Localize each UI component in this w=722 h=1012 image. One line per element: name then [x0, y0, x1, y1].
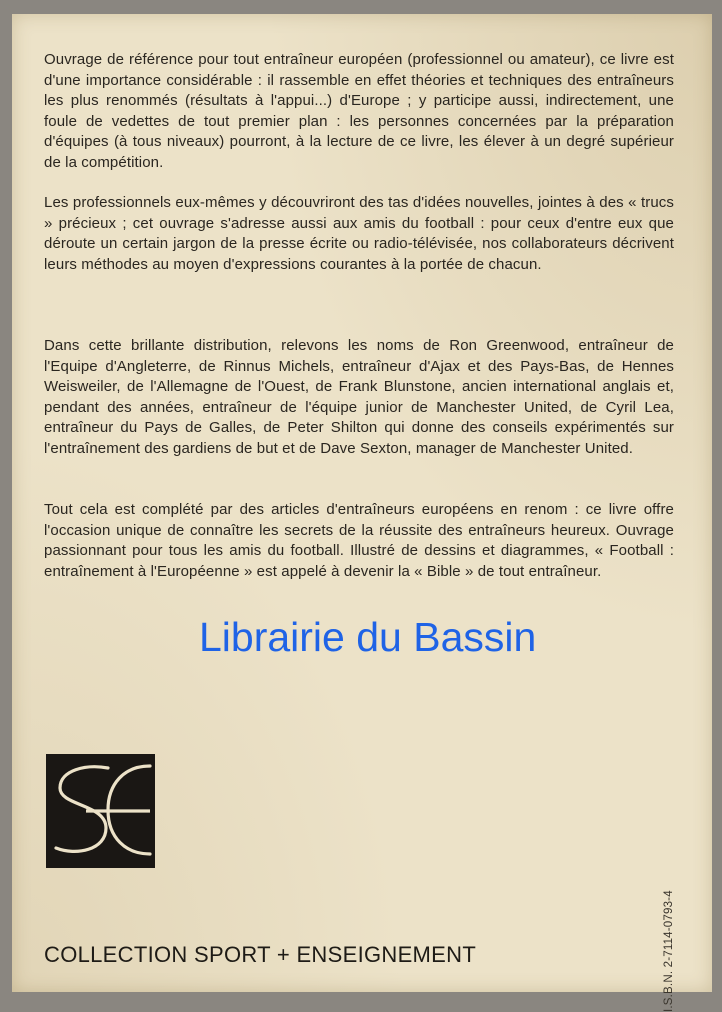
- description-paragraph-3: Dans cette brillante distribution, relevons les noms de Ron Greenwood, entraîneur de l'Equipe d'Angleterre, de Rinnus Michels, entraîneur d'Ajax et des Pays-Bas, de Hennes Weisweiler, de l'Allemagne de l'Ouest, de Frank Blunstone, ancien international anglais et, pendant des années, entraîneur de l'équipe junior de Manchester United, de Cyril Lea, entraîneur du Pays de Galles, de Peter Shilton qui donne des conseils expérimentés sur l'entraînement des gardiens de but et de Dave Sexton, manager de Manchester United.: [44, 337, 674, 457]
- collection-title: COLLECTION SPORT + ENSEIGNEMENT: [44, 942, 477, 967]
- isbn-number: I.S.B.N. 2-7114-0793-4: [663, 890, 675, 1012]
- book-back-cover: [12, 14, 712, 992]
- description-paragraph-1: Ouvrage de référence pour tout entraîneur européen (professionnel ou amateur), ce livre est d'une importance considérable : il rassemble en effet théories et techniques des entraîneurs les plus renommés (résultats à l'appui...) d'Europe ; y participe aussi, indirectement, une foule de vedettes de tout premier plan : les personnes concernées par la préparation d'équipes (à tous niveaux) pourront, à la lecture de ce livre, les élever à un degré supérieur de la compétition.: [44, 51, 674, 171]
- description-paragraph-4: Tout cela est complété par des articles d'entraîneurs européens en renom : ce livre offre l'occasion unique de connaître les secrets de la réussite des entraîneurs heureux. Ouvrage passionnant pour tous les amis du football. Illustré de dessins et diagrammes, « Football : entraînement à l'Européenne » est appelé à devenir la « Bible » de tout entraîneur.: [44, 501, 674, 580]
- description-paragraph-2: Les professionnels eux-mêmes y découvriront des tas d'idées nouvelles, jointes à des « trucs » précieux ; cet ouvrage s'adresse aussi aux amis du football : pour ceux d'entre eux que déroute un certain jargon de la presse écrite ou radio-télévisée, nos collaborateurs décrivent leurs méthodes au moyen d'expressions courantes à la portée de chacun.: [44, 194, 674, 273]
- publisher-logo: [46, 754, 155, 868]
- bookseller-watermark: Librairie du Bassin: [199, 614, 537, 660]
- se-logo-icon: [46, 754, 155, 868]
